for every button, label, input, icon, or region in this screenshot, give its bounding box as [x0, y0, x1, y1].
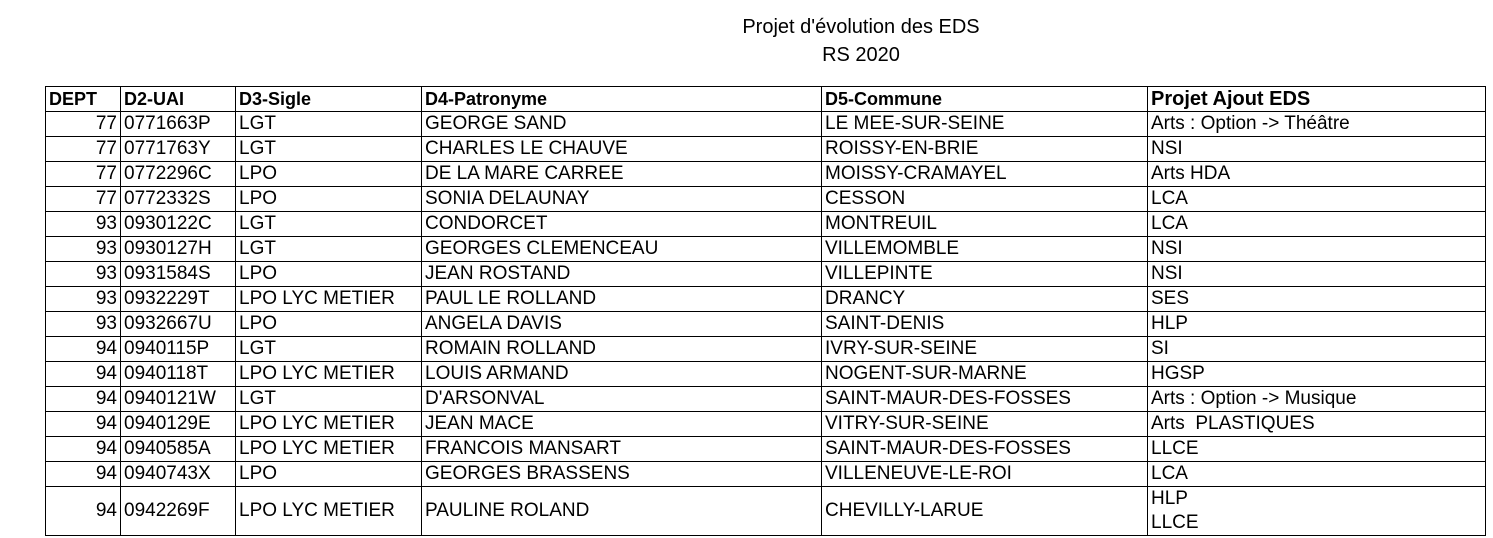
- cell-dept: 77: [46, 137, 121, 162]
- cell-sigle: LPO: [236, 462, 422, 487]
- cell-uai: 0772296C: [121, 162, 236, 187]
- cell-patronyme: FRANCOIS MANSART: [422, 437, 822, 462]
- cell-patronyme: ROMAIN ROLLAND: [422, 337, 822, 362]
- cell-commune: MONTREUIL: [822, 212, 1148, 237]
- cell-commune: VITRY-SUR-SEINE: [822, 412, 1148, 437]
- cell-uai: 0772332S: [121, 187, 236, 212]
- table-header-row: [46, 87, 1486, 112]
- cell-patronyme: GEORGES CLEMENCEAU: [422, 237, 822, 262]
- col-header-dept: DEPT: [46, 87, 121, 112]
- table-row: [46, 387, 1486, 412]
- cell-patronyme: ANGELA DAVIS: [422, 312, 822, 337]
- cell-sigle: LGT: [236, 387, 422, 412]
- cell-uai: 0940118T: [121, 362, 236, 387]
- table-row: [46, 412, 1486, 437]
- cell-patronyme: GEORGE SAND: [422, 112, 822, 137]
- col-header-projet: Projet Ajout EDS: [1148, 87, 1486, 112]
- col-header-uai: D2-UAI: [121, 87, 236, 112]
- cell-commune: CESSON: [822, 187, 1148, 212]
- cell-dept: 94: [46, 337, 121, 362]
- cell-uai: 0771763Y: [121, 137, 236, 162]
- cell-dept: 93: [46, 262, 121, 287]
- cell-projet: LLCE: [1148, 437, 1486, 462]
- cell-dept: 94: [46, 387, 121, 412]
- cell-projet: Arts : Option -> Théâtre: [1148, 112, 1486, 137]
- table-row: [46, 437, 1486, 462]
- cell-patronyme: JEAN ROSTAND: [422, 262, 822, 287]
- cell-uai: 0940121W: [121, 387, 236, 412]
- cell-commune: MOISSY-CRAMAYEL: [822, 162, 1148, 187]
- table-row: [46, 237, 1486, 262]
- cell-dept: 77: [46, 162, 121, 187]
- cell-uai: 0930122C: [121, 212, 236, 237]
- cell-sigle: LGT: [236, 337, 422, 362]
- cell-dept: 94: [46, 487, 121, 536]
- cell-uai: 0771663P: [121, 112, 236, 137]
- table-row: [46, 487, 1486, 536]
- table-row: [46, 287, 1486, 312]
- cell-patronyme: PAUL LE ROLLAND: [422, 287, 822, 312]
- cell-sigle: LPO LYC METIER: [236, 362, 422, 387]
- col-header-commune: D5-Commune: [822, 87, 1148, 112]
- cell-projet: SES: [1148, 287, 1486, 312]
- cell-patronyme: GEORGES BRASSENS: [422, 462, 822, 487]
- cell-commune: DRANCY: [822, 287, 1148, 312]
- cell-sigle: LPO: [236, 262, 422, 287]
- cell-commune: LE MEE-SUR-SEINE: [822, 112, 1148, 137]
- cell-patronyme: D'ARSONVAL: [422, 387, 822, 412]
- cell-projet: LCA: [1148, 187, 1486, 212]
- cell-dept: 94: [46, 362, 121, 387]
- cell-sigle: LPO LYC METIER: [236, 437, 422, 462]
- cell-commune: VILLEPINTE: [822, 262, 1148, 287]
- table-row: [46, 362, 1486, 387]
- table-row: [46, 187, 1486, 212]
- cell-projet: LCA: [1148, 212, 1486, 237]
- cell-uai: 0940585A: [121, 437, 236, 462]
- cell-projet: NSI: [1148, 262, 1486, 287]
- table-row: [46, 312, 1486, 337]
- table-row: [46, 337, 1486, 362]
- cell-projet: HLP: [1148, 312, 1486, 337]
- table-row: [46, 137, 1486, 162]
- cell-commune: VILLEMOMBLE: [822, 237, 1148, 262]
- cell-dept: 94: [46, 412, 121, 437]
- cell-projet: SI: [1148, 337, 1486, 362]
- cell-dept: 93: [46, 287, 121, 312]
- cell-projet: HGSP: [1148, 362, 1486, 387]
- col-header-sigle: D3-Sigle: [236, 87, 422, 112]
- cell-projet: Arts : Option -> Musique: [1148, 387, 1486, 412]
- cell-projet: NSI: [1148, 237, 1486, 262]
- cell-patronyme: PAULINE ROLAND: [422, 487, 822, 536]
- cell-projet: NSI: [1148, 137, 1486, 162]
- table-row: [46, 462, 1486, 487]
- cell-sigle: LPO: [236, 187, 422, 212]
- cell-dept: 93: [46, 212, 121, 237]
- cell-projet-line-2: LLCE: [1151, 512, 1199, 533]
- cell-projet: LCA: [1148, 462, 1486, 487]
- cell-sigle: LGT: [236, 237, 422, 262]
- cell-sigle: LPO LYC METIER: [236, 412, 422, 437]
- cell-projet: Arts PLASTIQUES: [1148, 412, 1486, 437]
- cell-commune: ROISSY-EN-BRIE: [822, 137, 1148, 162]
- table-body: [46, 112, 1486, 536]
- table-row: [46, 262, 1486, 287]
- table-row: [46, 212, 1486, 237]
- cell-patronyme: DE LA MARE CARREE: [422, 162, 822, 187]
- cell-uai: 0932229T: [121, 287, 236, 312]
- cell-sigle: LGT: [236, 137, 422, 162]
- cell-patronyme: LOUIS ARMAND: [422, 362, 822, 387]
- cell-commune: IVRY-SUR-SEINE: [822, 337, 1148, 362]
- cell-dept: 94: [46, 437, 121, 462]
- cell-commune: SAINT-MAUR-DES-FOSSES: [822, 387, 1148, 412]
- cell-uai: 0932667U: [121, 312, 236, 337]
- table-row: [46, 112, 1486, 137]
- col-header-patronyme: D4-Patronyme: [422, 87, 822, 112]
- table-row: [46, 162, 1486, 187]
- cell-uai: 0930127H: [121, 237, 236, 262]
- cell-patronyme: JEAN MACE: [422, 412, 822, 437]
- cell-dept: 77: [46, 187, 121, 212]
- cell-commune: CHEVILLY-LARUE: [822, 487, 1148, 536]
- cell-commune: NOGENT-SUR-MARNE: [822, 362, 1148, 387]
- cell-projet: [1148, 487, 1486, 536]
- eds-table: [45, 86, 1486, 536]
- cell-dept: 93: [46, 237, 121, 262]
- cell-uai: 0942269F: [121, 487, 236, 536]
- cell-sigle: LPO LYC METIER: [236, 487, 422, 536]
- cell-sigle: LPO LYC METIER: [236, 287, 422, 312]
- cell-commune: SAINT-MAUR-DES-FOSSES: [822, 437, 1148, 462]
- cell-sigle: LGT: [236, 212, 422, 237]
- cell-uai: 0940743X: [121, 462, 236, 487]
- cell-uai: 0940129E: [121, 412, 236, 437]
- cell-commune: SAINT-DENIS: [822, 312, 1148, 337]
- cell-dept: 94: [46, 462, 121, 487]
- page-subtitle: RS 2020: [822, 44, 900, 66]
- cell-uai: 0940115P: [121, 337, 236, 362]
- cell-dept: 93: [46, 312, 121, 337]
- cell-commune: VILLENEUVE-LE-ROI: [822, 462, 1148, 487]
- cell-patronyme: CHARLES LE CHAUVE: [422, 137, 822, 162]
- cell-sigle: LGT: [236, 112, 422, 137]
- cell-projet-line-1: HLP: [1151, 488, 1188, 509]
- cell-projet: Arts HDA: [1148, 162, 1486, 187]
- page-title: Projet d'évolution des EDS: [742, 16, 980, 38]
- cell-dept: 77: [46, 112, 121, 137]
- cell-sigle: LPO: [236, 312, 422, 337]
- cell-patronyme: CONDORCET: [422, 212, 822, 237]
- cell-sigle: LPO: [236, 162, 422, 187]
- cell-uai: 0931584S: [121, 262, 236, 287]
- cell-patronyme: SONIA DELAUNAY: [422, 187, 822, 212]
